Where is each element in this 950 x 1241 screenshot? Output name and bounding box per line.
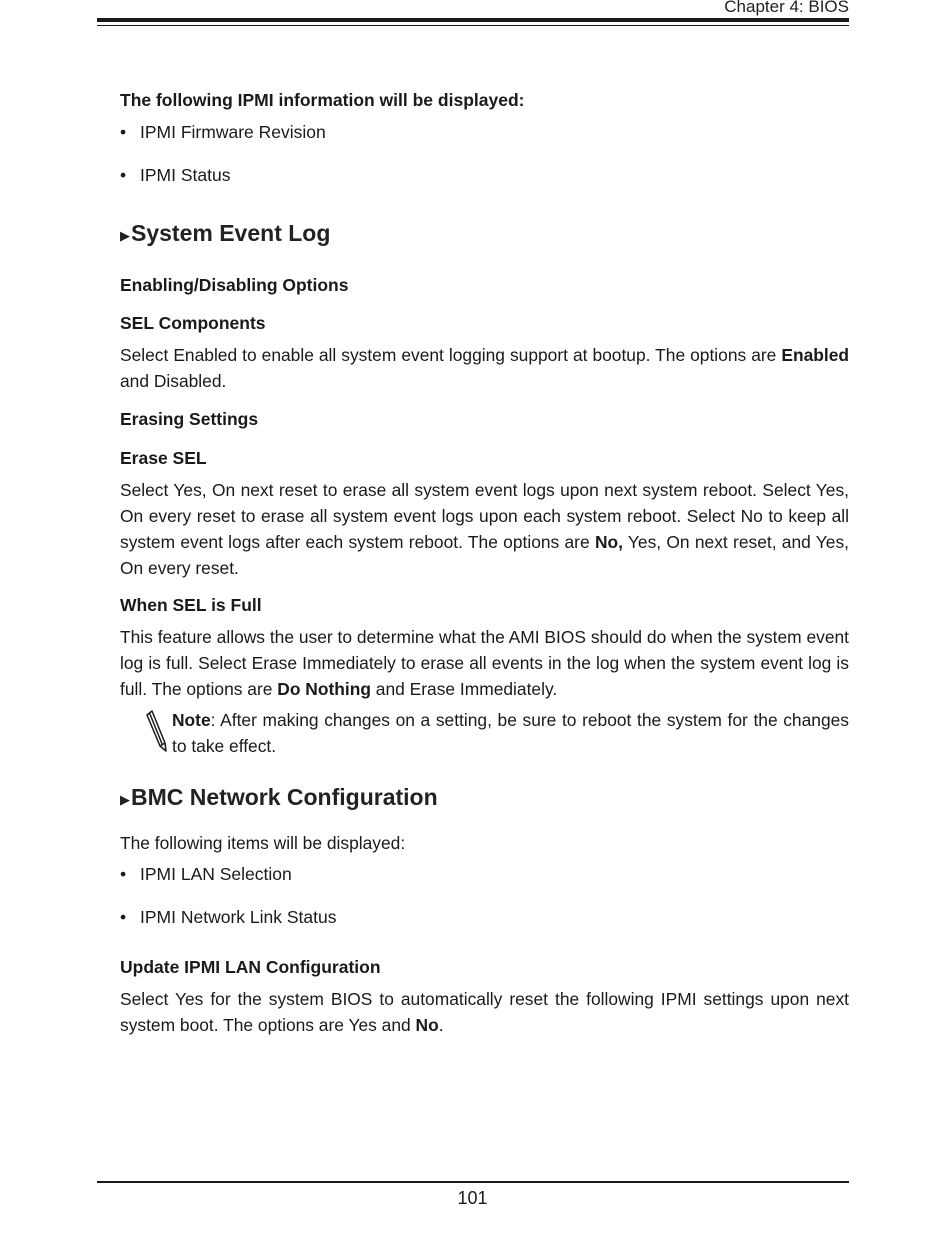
bmc-network-bullet-1 xyxy=(120,864,292,885)
sel-components-description: Select Enabled to enable all system event logging support at bootup. The options are Enabled and Disabled. xyxy=(120,345,849,391)
ipmi-info-intro: The following IPMI information will be displayed: xyxy=(120,90,525,110)
heading-text: BMC Network Configuration xyxy=(131,784,438,810)
bullet-icon: • xyxy=(120,864,127,884)
page-number: 101 xyxy=(457,1188,488,1208)
ipmi-info-bullet-1 xyxy=(120,122,326,143)
when-sel-full-heading: When SEL is Full xyxy=(120,595,262,615)
system-event-log-heading xyxy=(120,220,330,247)
bullet-text: IPMI LAN Selection xyxy=(140,864,292,884)
triangle-right-icon: ▶ xyxy=(120,792,130,807)
bullet-text: IPMI Status xyxy=(140,165,231,185)
footer-rule xyxy=(97,1181,849,1183)
pencil-icon xyxy=(145,709,169,755)
update-ipmi-lan-description: Select Yes for the system BIOS to automatically reset the following IPMI settings upon next system boot. The options are Yes and No. xyxy=(120,989,849,1035)
bullet-text: IPMI Firmware Revision xyxy=(140,122,326,142)
erase-sel-description: Select Yes, On next reset to erase all system event logs upon next system reboot. Select Yes, On every reset to erase all system event logs upon each system reboot. Select No to keep all system event logs after each system reboot. The options are No, Yes, On next reset, and Yes, On every reset. xyxy=(120,480,849,578)
triangle-right-icon: ▶ xyxy=(120,228,130,243)
update-ipmi-lan-heading: Update IPMI LAN Configuration xyxy=(120,957,381,977)
header-rule-thin xyxy=(97,25,849,26)
header-rule xyxy=(97,18,849,22)
sel-components-heading: SEL Components xyxy=(120,313,266,333)
heading-text: System Event Log xyxy=(131,220,331,246)
bmc-network-intro: The following items will be displayed: xyxy=(120,833,406,853)
bmc-network-bullet-2 xyxy=(120,907,336,928)
erasing-settings-heading: Erasing Settings xyxy=(120,409,259,429)
bullet-icon: • xyxy=(120,122,127,142)
ipmi-info-bullet-2 xyxy=(120,165,230,186)
erase-sel-heading: Erase SEL xyxy=(120,448,207,468)
when-sel-full-description: This feature allows the user to determine what the AMI BIOS should do when the system event log is full. Select Erase Immediately to erase all events in the log when the system event log is full. The options are Do Nothing and Erase Immediately. xyxy=(120,627,849,699)
bullet-icon: • xyxy=(120,165,127,185)
chapter-title: Chapter 4: BIOS xyxy=(724,0,849,16)
bmc-network-heading xyxy=(120,784,438,811)
enabling-options-heading: Enabling/Disabling Options xyxy=(120,275,349,295)
note-text: Note: After making changes on a setting, be sure to reboot the system for the changes to take effect. xyxy=(172,710,849,756)
bullet-icon: • xyxy=(120,907,127,927)
bullet-text: IPMI Network Link Status xyxy=(140,907,337,927)
